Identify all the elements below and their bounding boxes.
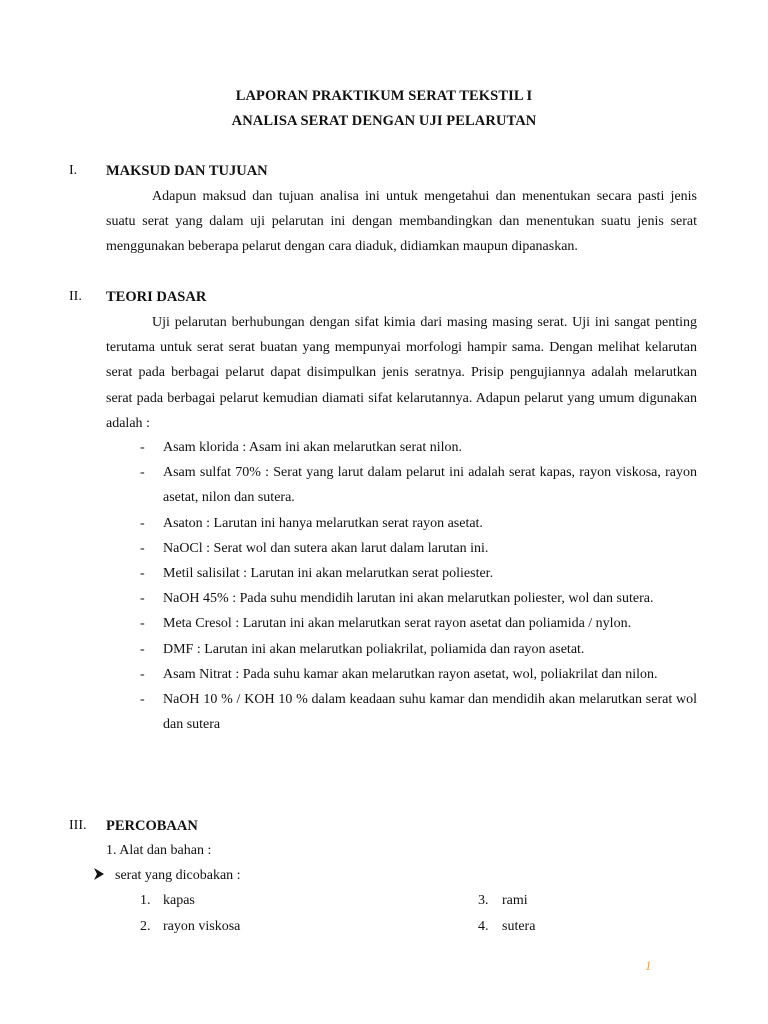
list-item xyxy=(106,586,697,611)
bullet-dash: - xyxy=(140,540,145,556)
bullet-dash: - xyxy=(140,616,145,632)
bullet-dash: - xyxy=(140,566,145,582)
list-item xyxy=(106,637,697,662)
bullet-dash: - xyxy=(140,666,145,682)
list-item xyxy=(106,687,697,737)
list-item xyxy=(106,460,697,510)
list-item-text: NaOH 45% : Pada suhu mendidih larutan ini akan melarutkan poliester, wol dan sutera. xyxy=(163,591,654,607)
list-item-text: Asam Nitrat : Pada suhu kamar akan melarutkan rayon asetat, wol, poliakrilat dan nilon. xyxy=(163,666,658,682)
list-item-text: Metil salisilat : Larutan ini akan melarutkan serat poliester. xyxy=(163,566,494,582)
page-number: 1 xyxy=(645,958,652,973)
section-1-heading: MAKSUD DAN TUJUAN xyxy=(106,163,268,179)
arrow-bullet-icon xyxy=(93,867,105,881)
arrow-item-text: serat yang dicobakan : xyxy=(115,868,241,883)
fiber-4-number: 4. xyxy=(478,919,489,934)
list-item xyxy=(106,511,697,536)
section-3-number: III. xyxy=(69,818,87,833)
list-item xyxy=(106,435,697,460)
bullet-dash: - xyxy=(140,692,145,708)
fiber-4-name: sutera xyxy=(502,919,536,934)
section-2-number: II. xyxy=(69,289,82,304)
document-title: LAPORAN PRAKTIKUM SERAT TEKSTIL I xyxy=(235,88,533,104)
section-2-heading: TEORI DASAR xyxy=(106,289,207,305)
fiber-1-number: 1. xyxy=(140,893,151,908)
bullet-dash: - xyxy=(140,641,145,657)
list-item xyxy=(106,611,697,636)
section-2-paragraph: Uji pelarutan berhubungan dengan sifat kimia dari masing masing serat. Uji ini sangat penting terutama untuk serat serat buatan yang mempunyai morfologi hampir sama. Dengan melihat kelarutan serat pada berbagai pelarut dapat disimpulkan jenis seratnya. Prisip pengujiannya adalah melarutkan serat pada berbagai pelarut kemudian diamati sifat kelarutannya. Adapun pelarut yang umum digunakan adalah : xyxy=(106,315,697,431)
list-item xyxy=(106,662,697,687)
fiber-2-number: 2. xyxy=(140,919,151,934)
list-item xyxy=(106,536,697,561)
list-item-text: Meta Cresol : Larutan ini akan melarutkan serat rayon asetat dan poliamida / nylon. xyxy=(163,616,632,632)
bullet-dash: - xyxy=(140,515,145,531)
fiber-1-name: kapas xyxy=(163,893,195,908)
list-item-text: NaOCl : Serat wol dan sutera akan larut dalam larutan ini. xyxy=(163,540,489,556)
bullet-dash: - xyxy=(140,591,145,607)
section-1-number: I. xyxy=(69,163,78,178)
section-1-paragraph: Adapun maksud dan tujuan analisa ini untuk mengetahui dan menentukan secara pasti jenis suatu serat yang dalam uji pelarutan ini dengan membandingkan dan menentukan suatu jenis serat menggunakan beberapa pelarut dengan cara diaduk, didiamkan maupun dipanaskan. xyxy=(106,189,697,255)
list-item-text: DMF : Larutan ini akan melarutkan poliakrilat, poliamida dan rayon asetat. xyxy=(163,641,585,657)
list-item-text: Asaton : Larutan ini hanya melarutkan serat rayon asetat. xyxy=(163,515,483,531)
list-item-text: NaOH 10 % / KOH 10 % dalam keadaan suhu kamar dan mendidih akan melarutkan serat wol dan sutera xyxy=(163,692,697,733)
fiber-3-name: rami xyxy=(502,893,528,908)
bullet-dash: - xyxy=(140,440,145,455)
document-subtitle: ANALISA SERAT DENGAN UJI PELARUTAN xyxy=(231,113,537,129)
solvent-list xyxy=(106,435,697,737)
subsection-heading: 1. Alat dan bahan : xyxy=(106,843,212,858)
section-3-heading: PERCOBAAN xyxy=(106,818,198,834)
list-item-text: Asam klorida : Asam ini akan melarutkan serat nilon. xyxy=(163,440,462,455)
list-item xyxy=(106,561,697,586)
fiber-2-name: rayon viskosa xyxy=(163,919,241,934)
list-item-text: Asam sulfat 70% : Serat yang larut dalam pelarut ini adalah serat kapas, rayon viskosa, rayon asetat, nilon dan sutera. xyxy=(163,465,697,506)
bullet-dash: - xyxy=(140,465,145,481)
fiber-3-number: 3. xyxy=(478,893,489,908)
